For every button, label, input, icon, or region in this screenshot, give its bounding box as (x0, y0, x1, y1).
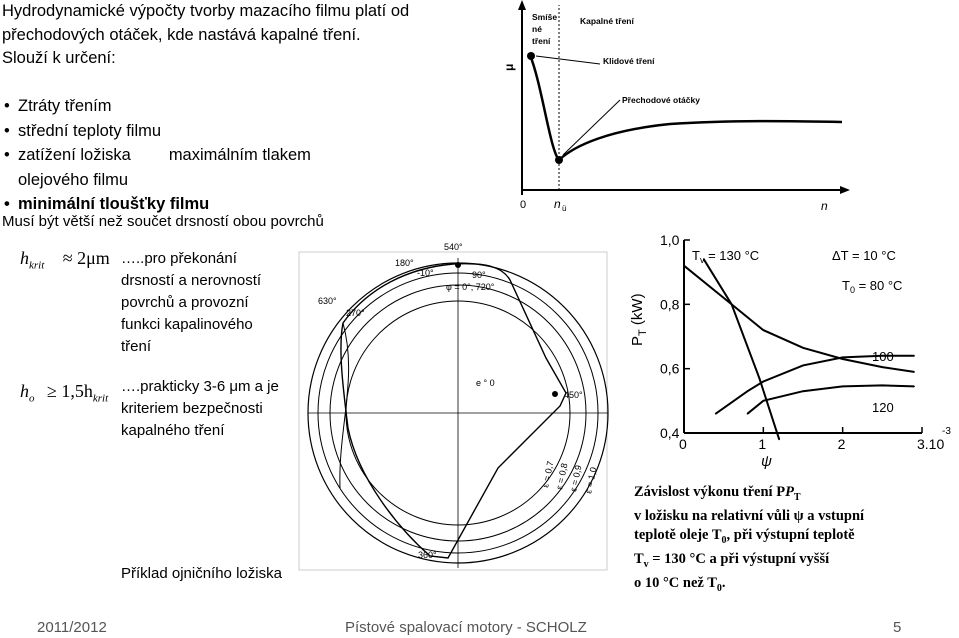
leader-transition (563, 100, 620, 155)
intro-paragraph (2, 0, 442, 71)
stribeck-curve (530, 55, 842, 160)
label-mixed-1: Smíše (532, 12, 558, 22)
stribeck-y-label: μ (502, 63, 516, 71)
footer-title: Pístové spalovací motory - SCHOLZ (345, 619, 587, 636)
stribeck-x-nu: n (554, 197, 561, 211)
x-tick-exponent: -3 (942, 426, 951, 437)
stribeck-y-arrow (518, 0, 526, 10)
footer-year: 2011/2012 (37, 619, 107, 636)
series-point (747, 413, 749, 415)
series-point (882, 366, 884, 368)
annotation-dt: ΔT = 10 °C (832, 248, 896, 263)
series-point (731, 304, 733, 306)
series-point (842, 386, 844, 388)
leader-static (536, 56, 600, 64)
series-point (802, 390, 804, 392)
requirement-text: Musí být větší než součet drsností obou povrchů (2, 213, 324, 230)
bullet-friction-loss: • Ztráty třením (2, 94, 452, 119)
eps-label-0-7: ε = 0,7 (540, 460, 556, 489)
stribeck-x-n: n (821, 199, 828, 213)
journal-locus-path (341, 264, 566, 558)
series-point (763, 329, 765, 331)
x-tick-label: 2 (837, 436, 846, 452)
label-static-friction: Klidové tření (603, 56, 655, 66)
stribeck-transition-point (555, 156, 563, 164)
angle-360: 360° (418, 550, 437, 560)
angle-540: 540° (444, 242, 463, 252)
series-point (747, 390, 749, 392)
series-point (723, 297, 725, 299)
usage-bullet-list (2, 94, 452, 217)
angle-m10: -10° (417, 268, 434, 278)
series-point (802, 365, 804, 367)
series-label-120: 120 (872, 400, 894, 415)
formula-h-o: $h_o \ge 1,5h_{krit}$ (20, 381, 109, 405)
formula1-note: …..pro překonání drsností a nerovností povrchů a provozní funkci kapalinového tření (121, 250, 262, 355)
eps-label-0-8: ε = 0,8 (554, 462, 570, 491)
intro-text: Hydrodynamické výpočty tvorby mazacího filmu platí od přechodových otáček, kde nastává kapalné tření. (2, 2, 410, 44)
series-point (715, 413, 717, 415)
polar-diagram (298, 238, 618, 578)
usage-label: Slouží k určení: (2, 49, 116, 67)
series-line-intersect (704, 259, 779, 439)
stribeck-x-zero: 0 (520, 199, 527, 211)
series-label-100: 100 (872, 349, 894, 364)
stribeck-static-point (527, 52, 535, 60)
series-point (802, 347, 804, 349)
series-point (763, 400, 765, 402)
polar-center-label: e ° 0 (476, 378, 495, 388)
angle-270: 270° (346, 308, 365, 318)
polar-caption: Příklad ojničního ložiska (121, 565, 282, 582)
x-tick-label: 1 (758, 436, 767, 452)
label-fluid-friction: Kapalné tření (580, 16, 634, 26)
stribeck-curve-figure (500, 0, 850, 215)
series-point (913, 355, 915, 357)
x-tick-label: 0 (679, 436, 687, 452)
label-mixed-2: né (532, 24, 542, 34)
stribeck-x-nu-sub: ü (562, 204, 567, 213)
series-point (683, 265, 685, 267)
series-point (778, 439, 780, 441)
bullet-bearing-load: • zatížení ložiska maximálním tlakem olejového filmu (2, 143, 452, 192)
footer-page: 5 (893, 619, 902, 636)
y-tick-label: 0,4 (660, 425, 680, 441)
stribeck-x-arrow (840, 186, 850, 194)
chart-caption: Závislost výkonu tření $PP_T$ v ložisku na relativní vůli ψ a vstupní teplotě oleje $T_0$, při výstupní teplotě $T_v = 130$ °C a při výstupní vyšší o 10 °C než $T_0$. (634, 484, 865, 594)
label-mixed-3: tření (532, 36, 551, 46)
bullet-min-thickness: • minimální tloušťky filmu (2, 192, 452, 217)
eps-label-0-9: ε = 0,9 (568, 464, 584, 493)
eps-label-1-0: ε = 1,0 (583, 466, 599, 495)
chart-ylabel: $P_T$ (kW) (629, 293, 649, 346)
label-transition-speed: Přechodové otáčky (622, 95, 700, 105)
angle-630: 630° (318, 296, 337, 306)
angle-90: 90° (472, 270, 486, 280)
annotation-tv: $T_v = 130$ °C (692, 248, 760, 265)
friction-power-chart (622, 228, 957, 474)
angle-180: 180° (395, 258, 414, 268)
annotation-t0: $T_0 = 80$ °C (842, 278, 903, 295)
series-point (842, 357, 844, 359)
series-point (759, 378, 761, 380)
series-point (913, 371, 915, 373)
chart-xlabel: ψ (761, 453, 772, 470)
angle-450: 450° (564, 390, 583, 400)
series-point (913, 386, 915, 388)
series-point (763, 381, 765, 383)
y-tick-label: 0,6 (660, 360, 680, 377)
formula-h-krit: $h_{krit} \approx 2\mu m$ (20, 248, 110, 272)
y-tick-label: 0,8 (660, 296, 680, 313)
point-450 (552, 391, 558, 397)
formula2-note: ….prakticky 3-6 μm a je kriteriem bezpečnosti kapalného tření (121, 378, 279, 439)
x-tick-label: 3.10 (917, 436, 945, 452)
angle-phi: φ = 0°, 720° (446, 282, 495, 292)
y-tick-label: 1,0 (660, 232, 680, 248)
point-0 (455, 262, 461, 268)
series-point (882, 385, 884, 387)
bullet-film-temperature: • střední teploty filmu (2, 119, 452, 144)
